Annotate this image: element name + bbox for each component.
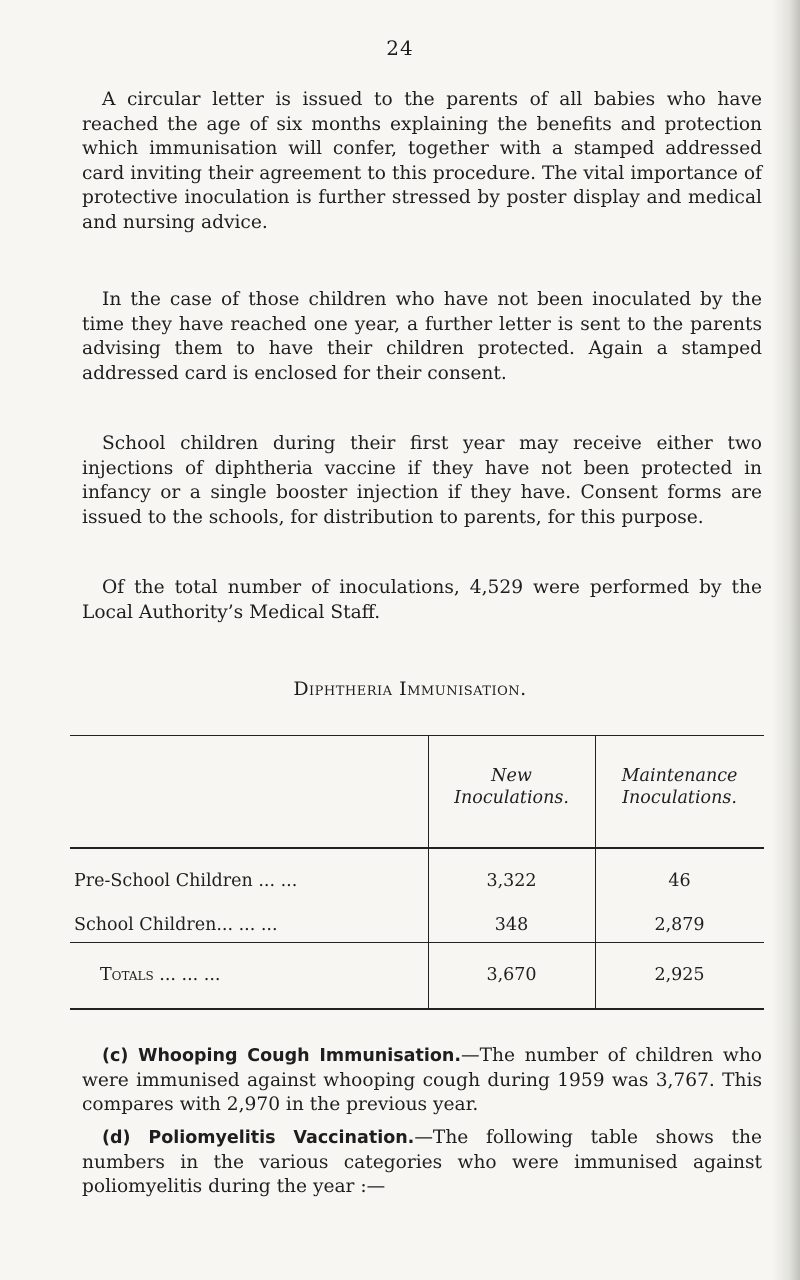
table-header-rule [70,847,764,849]
cell-school-new: 348 [494,915,529,935]
text-poliomyelitis: —The following table shows the numbers in the various categories who were immunised against poliomyelitis during the year :— [82,1127,762,1197]
paragraph-total-inoculations: Of the total number of inoculations, 4,529 were performed by the Local Authority’s Medical Staff. [82,577,762,623]
paragraph-whooping-cough [82,1044,762,1118]
cell-school-maintenance: 2,879 [654,915,705,935]
cell-pre-school-new: 3,322 [486,871,537,891]
row-label-pre-school: Pre-School Children ... ... [74,871,298,891]
paragraph-school-children: School children during their first year may receive either two injections of diphtheria vaccine if they have not been protected in infancy or a single booster injection if they have. Consent forms are issued to the schools, for distribution to parents, for this purpose. [82,433,762,528]
cell-pre-school-maintenance: 46 [668,871,691,891]
page-edge-shadow [772,0,800,1280]
page-number: 24 [386,36,414,60]
table-top-rule [70,735,764,736]
cell-totals-new: 3,670 [486,965,537,985]
cell-totals-maintenance: 2,925 [654,965,705,985]
diphtheria-table [70,735,764,1011]
paragraph-poliomyelitis [82,1126,762,1200]
table-title: Diphtheria Immunisation. [293,678,527,700]
heading-poliomyelitis: (d) Poliomyelitis Vaccination. [102,1128,415,1148]
row-label-school: School Children... ... ... [74,915,278,935]
row-label-totals: Totals ... ... ... [100,965,221,985]
paragraph-circular-letter: A circular letter is issued to the parents of all babies who have reached the age of six months explaining the benefits and protection which immunisation will confer, together with a stamped addressed card inviting their agreement to this procedure. The vital importance of protective inoculation is further stressed by poster display and medical and nursing advice. [82,89,762,233]
column-header-maintenance-line1: Maintenance [621,766,738,786]
column-header-new-line1: New [491,766,532,786]
paragraph-one-year-letter: In the case of those children who have not been inoculated by the time they have reached one year, a further letter is sent to the parents advising them to have their children protected. Again a stamped addressed card is enclosed for their consent. [82,289,762,384]
table-totals-rule [70,942,764,943]
table-bottom-rule [70,1008,764,1010]
text-whooping-cough: —The number of children who were immunised against whooping cough during 1959 was 3,767. This compares with 2,970 in the previous year. [82,1045,763,1115]
column-header-new-line2: Inoculations. [454,788,569,808]
column-header-new [428,765,595,809]
heading-whooping-cough: (c) Whooping Cough Immunisation. [102,1046,461,1066]
column-header-maintenance [595,765,764,809]
column-header-maintenance-line2: Inoculations. [622,788,737,808]
